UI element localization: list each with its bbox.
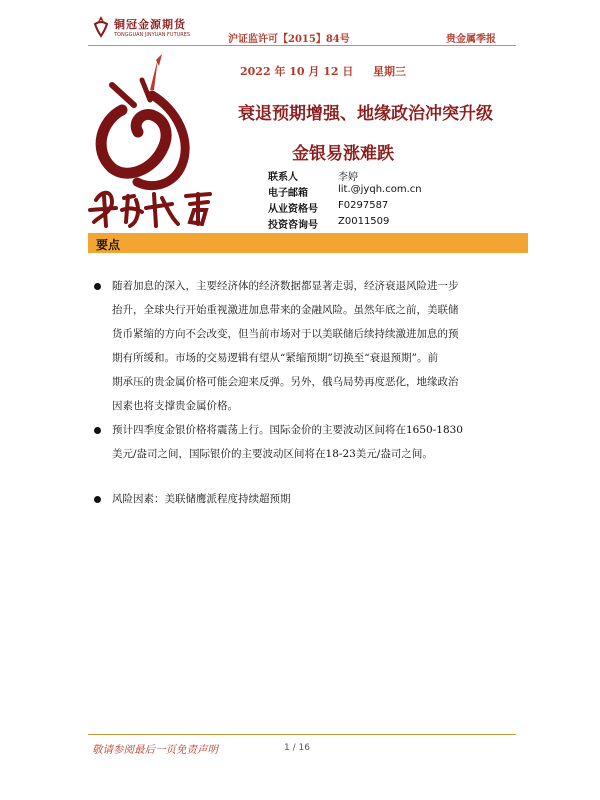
report-title-line2: 金银易涨难跌 [292,144,394,164]
contact-label-advisory: 投资咨询号 [268,220,318,231]
report-title-line1: 衰退预期增强、地缘政治冲突升级 [238,104,493,124]
key-point-2 [112,418,520,466]
report-type: 贵金属季报 [446,34,496,45]
contact-value-person: 李婷 [338,172,358,183]
key-point-1-line: 随着加息的深入，主要经济体的经济数据都显著走弱，经济衰退风险进一步 [112,280,459,292]
key-point-1-line: 抬升，全球央行开始重视激进加息带来的金融风险。虽然年底之前，美联储 [112,304,459,316]
key-point-3 [112,487,520,511]
company-name-cn: 铜冠金源期货 [114,18,186,31]
footer-divider [88,734,516,735]
page-number: 1 / 16 [284,743,310,753]
company-name-en: TONGGUAN JINYUAN FUTURES [114,32,191,38]
company-emblem-icon [92,14,110,40]
contact-value-qualification: F0297587 [338,200,389,211]
key-point-2-line: 预计四季度金银价格将震荡上行。国际金价的主要波动区间将在1650-1830 [112,424,463,436]
key-point-1-line: 期有所缓和。市场的交易逻辑有望从“紧缩预期”切换至“衰退预期”。前 [112,352,438,364]
bullet-icon [94,427,101,434]
section-title: 要点 [96,238,121,252]
contact-value-advisory: Z0011509 [338,216,390,227]
contact-label-person: 联系人 [268,172,298,183]
bullet-icon [94,283,101,290]
license-number: 沪证监许可【2015】84号 [228,34,350,45]
key-point-1 [112,274,520,418]
section-header-bar [88,233,528,253]
contact-label-qualification: 从业资格号 [268,204,318,215]
key-point-1-line: 因素也将支撑贵金属价格。 [112,400,238,412]
bullet-icon [94,496,101,503]
key-point-3-line: 风险因素：美联储鹰派程度持续超预期 [112,493,291,505]
report-weekday: 星期三 [373,65,406,78]
footer-disclaimer[interactable]: 敬请参阅最后一页免责声明 [92,744,218,756]
key-point-1-line: 期承压的贵金属价格可能会迎来反弹。另外，俄乌局势再度恶化，地缘政治 [112,376,459,388]
key-point-1-line: 货币紧缩的方向不会改变，但当前市场对于以美联储后续持续激进加息的预 [112,328,459,340]
contact-value-email[interactable]: lit.@jyqh.com.cn [338,184,422,195]
report-date: 2022 年 10 月 12 日 [240,65,354,78]
contact-label-email: 电子邮箱 [268,188,308,199]
company-logo [92,14,202,48]
key-point-2-line: 美元/盎司之间，国际银价的主要波动区间将在18-23美元/盎司之间。 [112,448,433,460]
header-divider [88,45,516,46]
brush-calligraphy-logo [82,50,232,250]
